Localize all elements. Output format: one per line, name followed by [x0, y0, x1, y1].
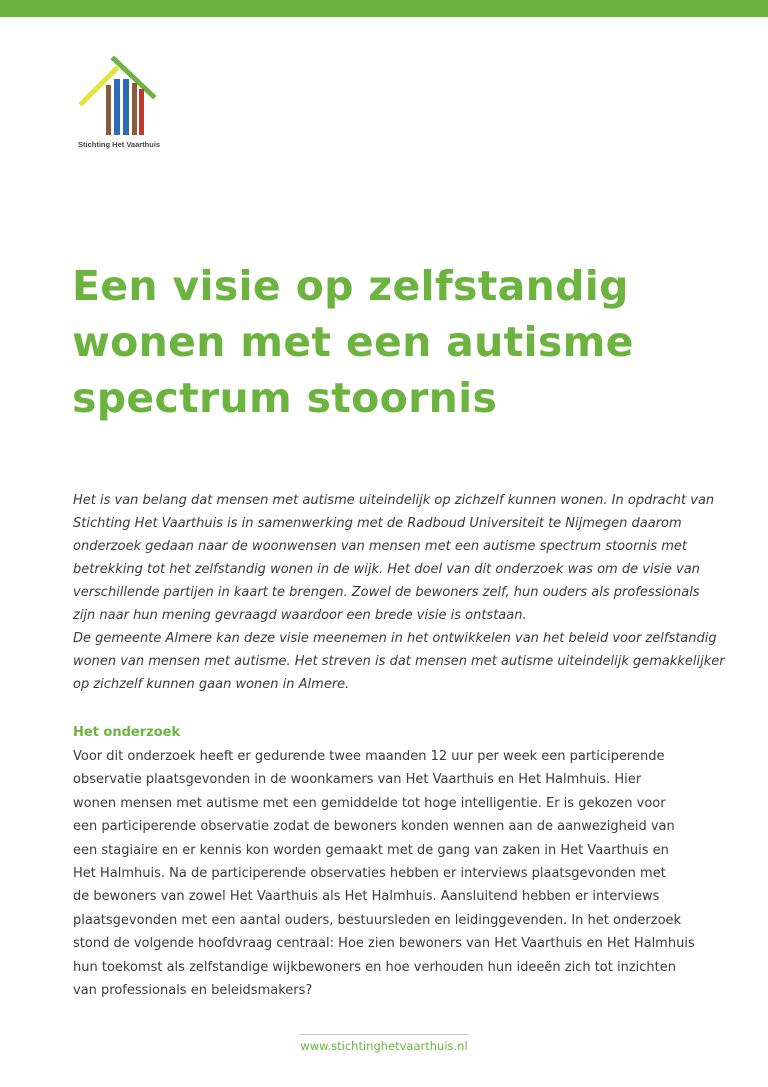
- stichting-logo: [78, 55, 174, 151]
- body-line: observatie plaatsgevonden in de woonkamers van Het Vaarthuis en Het Halmhuis. Hier: [73, 772, 642, 788]
- intro-line: De gemeente Almere kan deze visie meenemen in het ontwikkelen van het beleid voor zelfstandig: [73, 631, 717, 646]
- title-line: wonen met een autisme: [72, 318, 634, 366]
- body-line: hun toekomst als zelfstandige wijkbewoners en hoe verhouden hun ideeën zich tot inzichten: [73, 959, 676, 975]
- section-heading: Het onderzoek: [73, 725, 181, 740]
- intro-line: onderzoek gedaan naar de woonwensen van mensen met een autisme spectrum stoornis met: [73, 539, 687, 554]
- page-title: [72, 258, 712, 426]
- intro-line: betrekking tot het zelfstandig wonen in de wijk. Het doel van dit onderzoek was om de visie van: [73, 562, 700, 577]
- intro-line: zijn naar hun mening gevraagd waardoor een brede visie is ontstaan.: [73, 608, 527, 623]
- intro-line: wonen van mensen met autisme. Het streven is dat mensen met autisme uiteindelijk gemakkelijker: [73, 654, 725, 669]
- body-line: van professionals en beleidsmakers?: [73, 983, 313, 999]
- footer-divider: [300, 1034, 468, 1035]
- intro-line: Stichting Het Vaarthuis is in samenwerking met de Radboud Universiteit te Nijmegen daarom: [73, 516, 682, 531]
- body-line: plaatsgevonden met een aantal ouders, bestuursleden en leidinggevenden. In het onderzoek: [73, 912, 682, 928]
- logo-caption: Stichting Het Vaarthuis: [78, 140, 161, 149]
- top-accent-bar: [0, 0, 768, 17]
- body-line: een stagiaire en er kennis kon worden gemaakt met de gang van zaken in Het Vaarthuis en: [73, 842, 669, 858]
- footer-website-link[interactable]: www.stichtinghetvaarthuis.nl: [300, 1039, 468, 1053]
- body-line: Het Halmhuis. Na de participerende observaties hebben er interviews plaatsgevonden met: [73, 866, 666, 882]
- title-line: Een visie op zelfstandig: [72, 262, 629, 310]
- intro-line: Het is van belang dat mensen met autisme uiteindelijk op zichzelf kunnen wonen. In opdracht van: [73, 493, 715, 508]
- house-logo-icon: [78, 55, 174, 139]
- body-line: een participerende observatie zodat de bewoners konden wennen aan de aanwezigheid van: [73, 819, 675, 835]
- body-line: wonen mensen met autisme met een gemiddelde tot hoge intelligentie. Er is gekozen voor: [73, 795, 666, 811]
- body-line: de bewoners van zowel Het Vaarthuis als Het Halmhuis. Aansluitend hebben er interviews: [73, 889, 660, 905]
- title-line: spectrum stoornis: [72, 374, 498, 422]
- intro-line: verschillende partijen in kaart te brengen. Zowel de bewoners zelf, hun ouders als professionals: [73, 585, 700, 600]
- intro-paragraph: [73, 489, 725, 696]
- intro-line: op zichzelf kunnen gaan wonen in Almere.: [73, 677, 350, 692]
- body-line: stond de volgende hoofdvraag centraal: Hoe zien bewoners van Het Vaarthuis en Het Halmhuis: [73, 936, 695, 952]
- body-line: Voor dit onderzoek heeft er gedurende twee maanden 12 uur per week een participerende: [73, 749, 665, 764]
- section-body: [73, 745, 703, 1002]
